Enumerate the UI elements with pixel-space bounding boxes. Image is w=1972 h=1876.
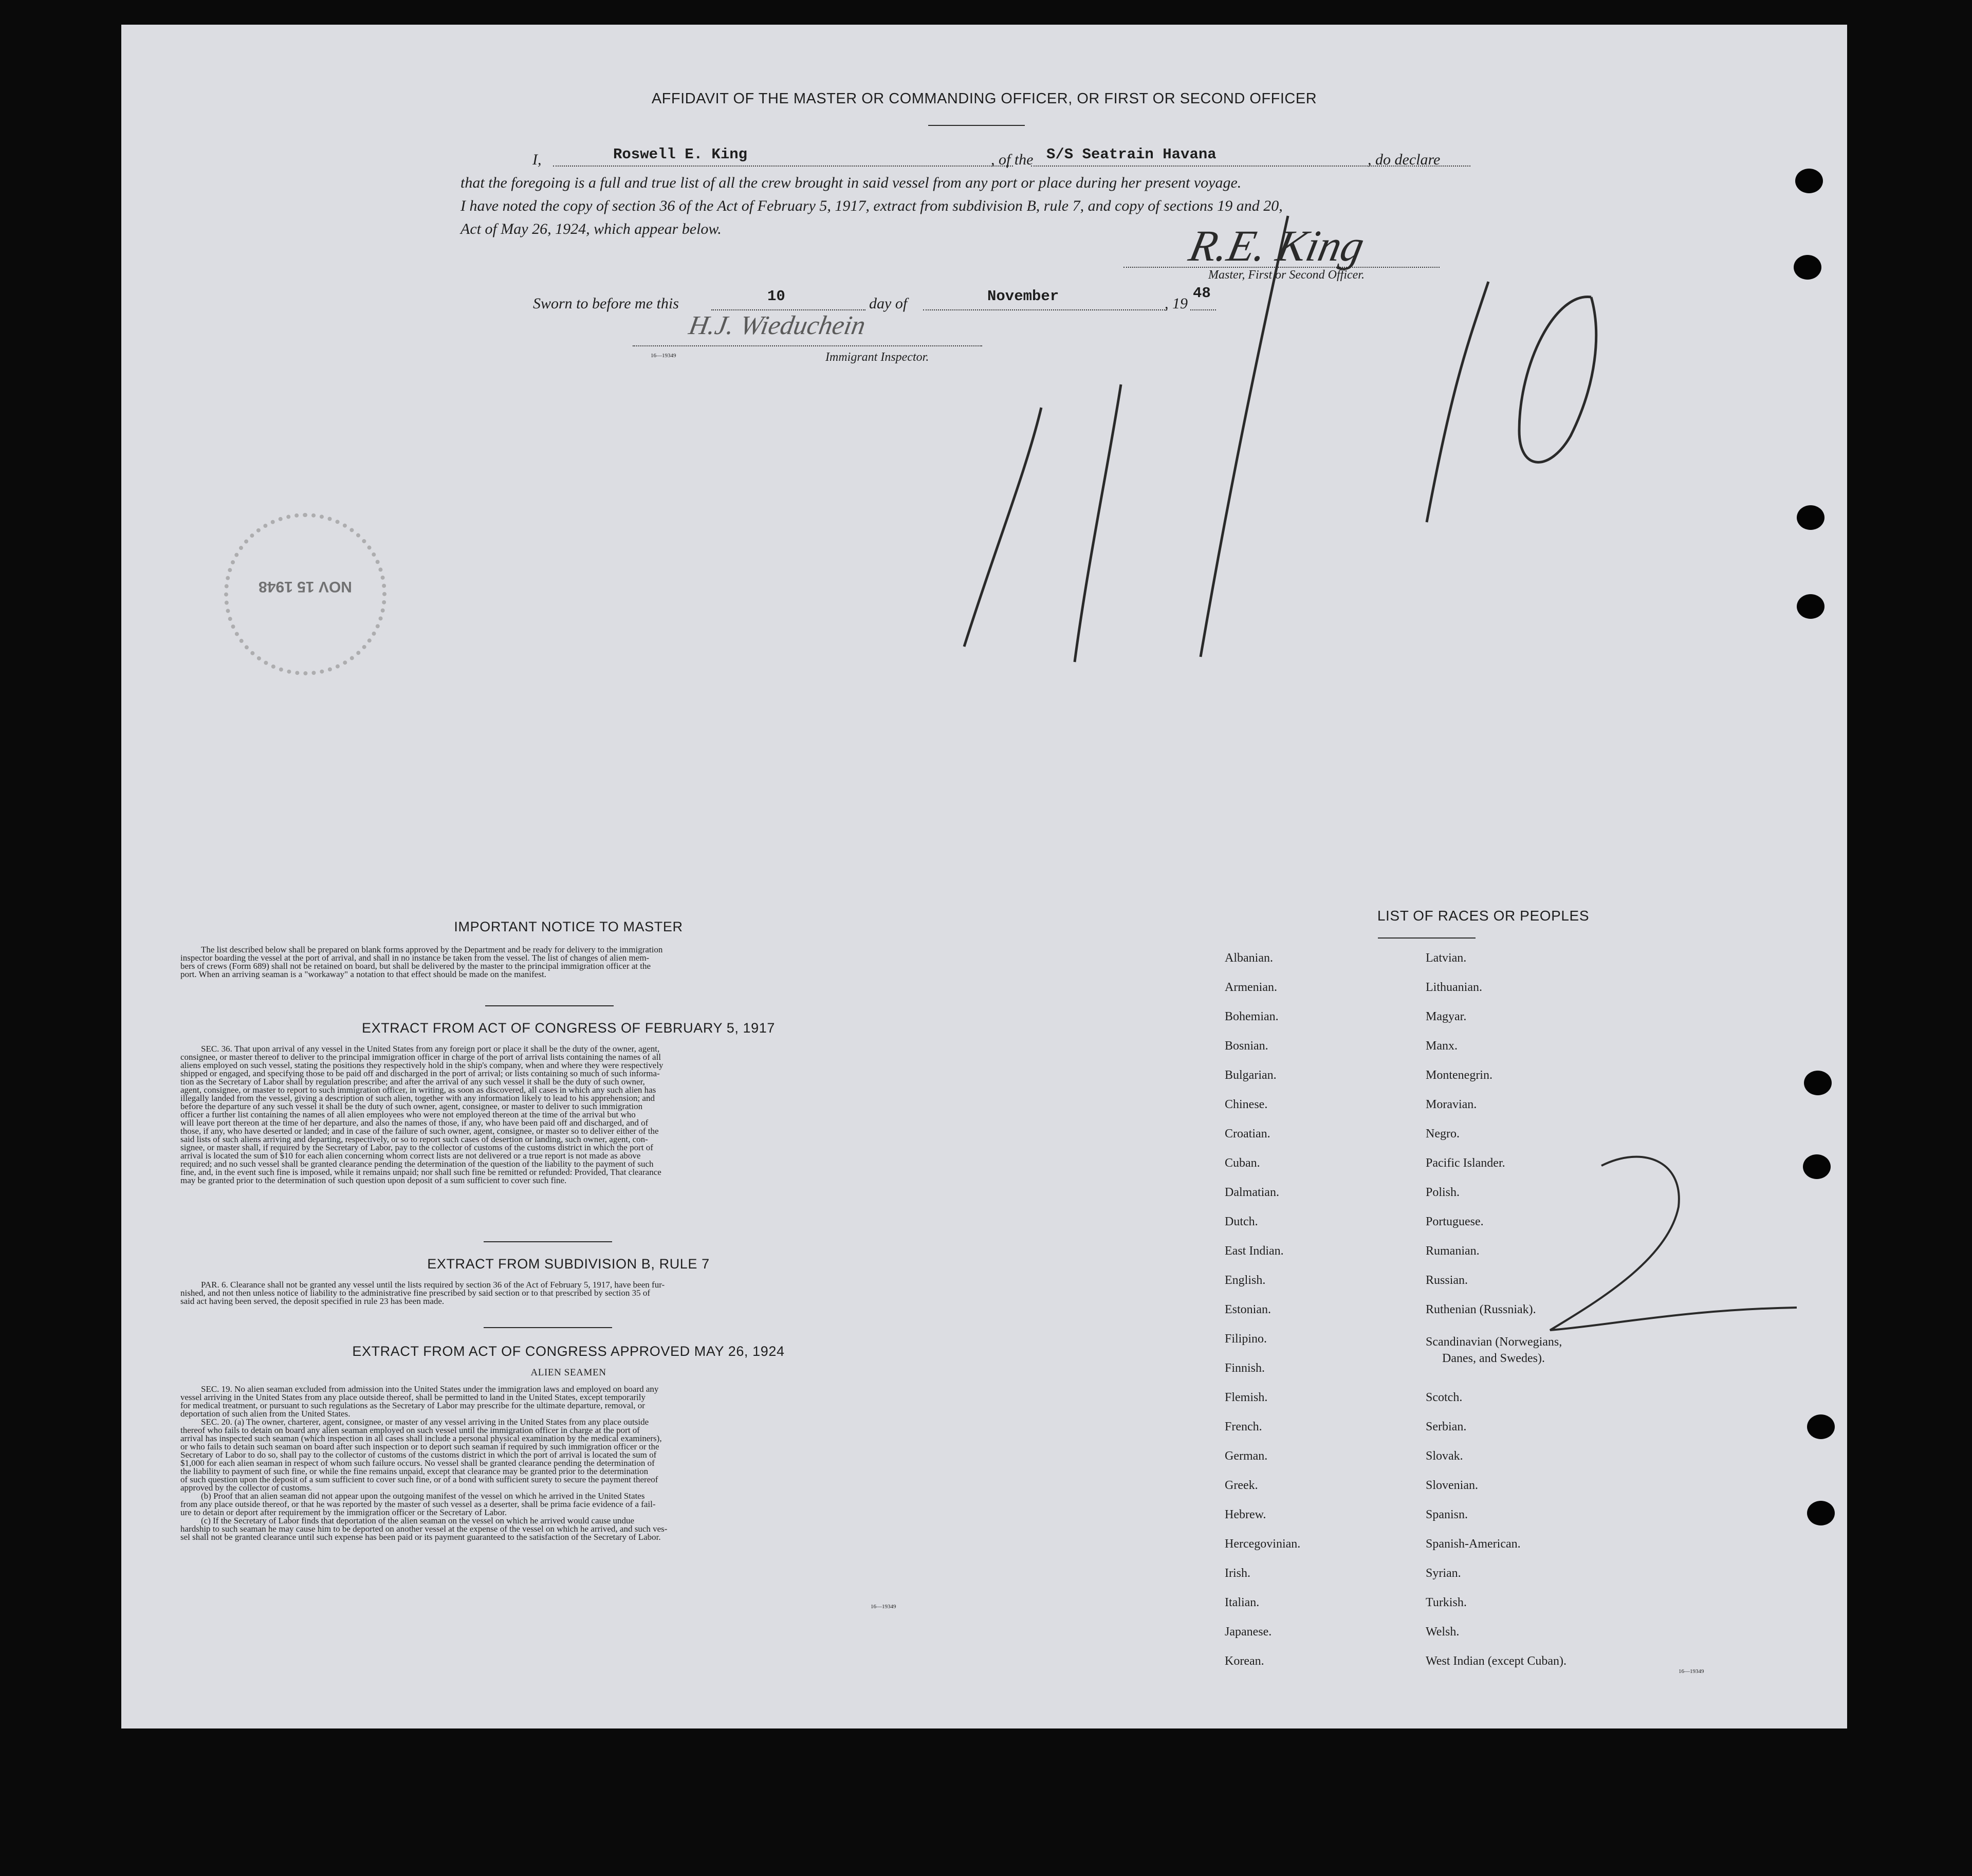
extract-1917-line: arrival is located the sum of $10 for each alien concerning whom correct lists are not delivered or a true report is not made as above — [180, 1151, 641, 1161]
extract-1917-line: SEC. 36. That upon arrival of any vessel in the United States from any foreign port or place it shall be the duty of the owner, agent, — [201, 1044, 660, 1054]
master-signature-caption: Master, First or Second Officer. — [1208, 268, 1365, 282]
extract-form-number: 16—19349 — [871, 1604, 896, 1610]
race-item: Italian. — [1225, 1596, 1260, 1609]
extract-1917-line: tion as the Secretary of Labor shall by regulation prescribe; and after the arrival of any such vessel it shall be the duty of such owner, — [180, 1077, 645, 1087]
extract-1924-line: $1,000 for each alien seaman in respect of whom such failure occurs. No vessel shall be granted clearance pending the determination of — [180, 1458, 655, 1468]
extract-1924-line: for medical treatment, or pursuant to such regulations as the Secretary of Labor may prescribe for the ultimate departure, removal, or — [180, 1401, 645, 1410]
notice-line: bers of crews (Form 689) shall not be retained on board, but shall be delivered by the master to the principal immigration officer at the — [180, 961, 651, 971]
race-item: Serbian. — [1426, 1420, 1467, 1433]
section-divider — [485, 1005, 614, 1006]
race-item: Spanisn. — [1426, 1508, 1468, 1521]
extract-rule7-line: nished, and not then unless notice of liability to the administrative fine prescribed by said section or to that prescribed by section 35 of — [180, 1288, 650, 1298]
inspector-caption: Immigrant Inspector. — [825, 351, 929, 364]
notice-body — [180, 946, 944, 979]
extract-1924-line: ure to detain or deport after requirement by the immigration officer or the Secretary of Labor. — [180, 1507, 507, 1517]
race-item: East Indian. — [1225, 1244, 1284, 1258]
race-item: Chinese. — [1225, 1098, 1268, 1111]
extract-1924-line: SEC. 19. No alien seaman excluded from admission into the United States under the immigration laws and employed on board any — [201, 1384, 659, 1394]
declaration-line: Act of May 26, 1924, which appear below. — [460, 220, 722, 237]
inspector-signature: H.J. Wieduchein — [686, 311, 868, 340]
race-item: Cuban. — [1225, 1156, 1260, 1170]
extract-1917-line: will leave port thereon at the time of her departure, and also the names of those, if any, who have been paid off and discharged, and of — [180, 1118, 649, 1128]
race-item: Filipino. — [1225, 1332, 1267, 1346]
document-page — [121, 25, 1847, 1728]
races-title: LIST OF RACES OR PEOPLES — [1377, 908, 1590, 924]
race-item: Magyar. — [1426, 1010, 1467, 1023]
extract-1917-line: agent, consignee, or master to report to such immigration officer, in writing, as soon as discovered, all cases in which any such alien has — [180, 1085, 656, 1095]
race-item: Dalmatian. — [1225, 1186, 1279, 1199]
race-item: Dutch. — [1225, 1215, 1258, 1228]
race-item: Welsh. — [1426, 1625, 1460, 1639]
race-item: Danes, and Swedes). — [1442, 1352, 1545, 1365]
extract-1924-line: (b) Proof that an alien seaman did not appear upon the outgoing manifest of the vessel on which he arrived in the United States — [201, 1491, 645, 1501]
race-item: Manx. — [1426, 1039, 1458, 1053]
race-item: Pacific Islander. — [1426, 1156, 1505, 1170]
extract-1924-line: Secretary of Labor to do so, shall pay to the collector of customs of the customs district in which the port of arrival is located the sum of — [180, 1450, 657, 1460]
extract-rule7-line: PAR. 6. Clearance shall not be granted any vessel until the lists required by section 36 of the Act of February 5, 1917, have been fur- — [201, 1280, 665, 1290]
race-item: Turkish. — [1426, 1596, 1467, 1609]
race-item: Spanish-American. — [1426, 1537, 1521, 1551]
race-item: Ruthenian (Russniak). — [1426, 1303, 1536, 1316]
race-item: French. — [1225, 1420, 1262, 1433]
day-of-label: day of — [869, 295, 908, 312]
extract-1924-line: hardship to such seaman he may cause him to be deported on another vessel at the expense of the vessel on which he arrived, and such ves- — [180, 1524, 668, 1534]
extract-1924-line: SEC. 20. (a) The owner, charterer, agent, consignee, or master of any vessel arriving in the United States from any place outside — [201, 1417, 649, 1427]
sworn-month: November — [987, 288, 1059, 305]
extract-1924-line: vessel arriving in the United States from any place outside thereof, shall be permitted to land in the United States, except temporarily — [180, 1392, 646, 1402]
extract-1917-line: shipped or engaged, and specifying those to be paid off and discharged in the port of arrival; or lists containing so much of such informa- — [180, 1069, 660, 1078]
extract-1924-title: EXTRACT FROM ACT OF CONGRESS APPROVED MAY 26, 1924 — [352, 1344, 785, 1359]
of-the-label: , of the — [991, 151, 1034, 168]
race-item: Portuguese. — [1426, 1215, 1484, 1228]
extract-1917-line: those, if any, who have deserted or landed; and in case of the failure of such owner, agent, consignee, or master so to deliver either of the — [180, 1126, 659, 1136]
race-item: Hebrew. — [1225, 1508, 1266, 1521]
notice-line: inspector boarding the vessel at the port of arrival, and shall in no instance be taken from the vessel. The list of changes of alien mem- — [180, 953, 650, 963]
race-item: Greek. — [1225, 1479, 1258, 1492]
extract-1917-title: EXTRACT FROM ACT OF CONGRESS OF FEBRUARY 5, 1917 — [362, 1020, 775, 1036]
notice-title: IMPORTANT NOTICE TO MASTER — [454, 919, 683, 934]
race-item: Scotch. — [1426, 1391, 1463, 1404]
race-item: Japanese. — [1225, 1625, 1272, 1639]
extract-1924-line: from any place outside thereof, or that he was reported by the master of such vessel as a deserter, shall be prima facie evidence of a fail- — [180, 1499, 656, 1509]
race-item: Croatian. — [1225, 1127, 1270, 1141]
race-item: Polish. — [1426, 1186, 1460, 1199]
extract-1917-line: officer a further list containing the names of all alien employees who were not employed thereon at the time of the arrival but who — [180, 1110, 636, 1119]
section-divider — [484, 1327, 612, 1328]
master-name: Roswell E. King — [613, 146, 748, 163]
extract-1924-line: approved by the collector of customs. — [180, 1483, 312, 1493]
race-item: Estonian. — [1225, 1303, 1271, 1316]
extract-1917-line: illegally landed from the vessel, giving a description of such alien, together with any information likely to lead to his apprehension; and — [180, 1093, 655, 1103]
race-item: Finnish. — [1225, 1362, 1265, 1375]
year-prefix: , 19 — [1165, 295, 1188, 312]
extract-1917-line: fine, and, in the event such fine is imposed, while it remains unpaid; nor shall such fine be remitted or refunded: Provided, That clearance — [180, 1167, 661, 1177]
extract-1924-line: thereof who fails to detain on board any alien seaman employed on such vessel until the immigration officer in charge at the port of — [180, 1425, 640, 1435]
affidavit-form-number: 16—19349 — [651, 353, 676, 359]
extract-1924-line: or who fails to detain such seaman on board after such inspection or to deport such seaman if required by such immigration officer or the — [180, 1442, 659, 1451]
extract-1924-line: (c) If the Secretary of Labor finds that deportation of the alien seaman on the vessel on which he arrived would cause undue — [201, 1516, 635, 1525]
extract-rule7-body — [180, 1281, 944, 1305]
extract-rule7-title: EXTRACT FROM SUBDIVISION B, RULE 7 — [427, 1256, 710, 1272]
master-signature: R.E. King — [1185, 221, 1369, 270]
race-item: Irish. — [1225, 1567, 1250, 1580]
extract-1924-body — [180, 1385, 944, 1541]
extract-1924-line: arrival has inspected such seaman (which inspection in all cases shall include a personal physical examination by the medical examiners), — [180, 1433, 662, 1443]
extract-1917-line: may be granted prior to the determination of such question upon deposit of a sum sufficient to cover such fine. — [180, 1175, 567, 1185]
extract-1917-body — [180, 1045, 944, 1185]
race-item: Flemish. — [1225, 1391, 1268, 1404]
race-item: Latvian. — [1426, 951, 1467, 965]
do-declare-label: , do declare — [1368, 151, 1441, 168]
extract-1917-line: consignee, or master thereof to deliver to the principal immigration officer in charge of the port of arrival lists containing the names of all — [180, 1052, 661, 1062]
notice-line: port. When an arriving seaman is a "workaway" a notation to that effect should be made on the manifest. — [180, 969, 546, 979]
date-stamp-text: NOV 15 1948 — [259, 578, 352, 595]
section-divider — [484, 1241, 612, 1242]
race-item: English. — [1225, 1274, 1266, 1287]
races-divider — [1378, 937, 1476, 939]
race-item: Syrian. — [1426, 1567, 1461, 1580]
sworn-day: 10 — [767, 288, 785, 305]
extract-rule7-line: said act having been served, the deposit specified in rule 23 has been made. — [180, 1296, 445, 1306]
extract-1917-line: aliens employed on such vessel, stating the positions they respectively hold in the ship's company, when and where they were respectively — [180, 1060, 664, 1070]
race-item: Armenian. — [1225, 981, 1277, 994]
race-item: Hercegovinian. — [1225, 1537, 1301, 1551]
sworn-prefix: Sworn to before me this — [533, 295, 679, 312]
race-item: Bulgarian. — [1225, 1069, 1277, 1082]
races-form-number: 16—19349 — [1679, 1668, 1704, 1675]
declaration-line: that the foregoing is a full and true list of all the crew brought in said vessel from any port or place during her present voyage. — [460, 174, 1242, 191]
extract-1924-subtitle: ALIEN SEAMEN — [530, 1367, 606, 1378]
extract-1924-line: sel shall not be granted clearance until such expense has been paid or its payment guaranteed to the satisfaction of the Secretary of Labor. — [180, 1532, 661, 1542]
extract-1917-line: required; and no such vessel shall be granted clearance pending the determination of the question of the liability to the payment of such — [180, 1159, 654, 1169]
race-item: Russian. — [1426, 1274, 1468, 1287]
race-item: Scandinavian (Norwegians, — [1426, 1335, 1562, 1349]
race-item: Montenegrin. — [1426, 1069, 1492, 1082]
affidavit-title: AFFIDAVIT OF THE MASTER OR COMMANDING OFFICER, OR FIRST OR SECOND OFFICER — [651, 90, 1317, 107]
vessel-name: S/S Seatrain Havana — [1046, 146, 1217, 163]
race-item: West Indian (except Cuban). — [1426, 1654, 1566, 1668]
race-item: Korean. — [1225, 1654, 1264, 1668]
race-item: Bohemian. — [1225, 1010, 1279, 1023]
extract-1924-line: the liability to payment of such fine, or while the fine remains unpaid, except that clearance may be granted prior to the determination — [180, 1466, 649, 1476]
declaration-line: I have noted the copy of section 36 of the Act of February 5, 1917, extract from subdivision B, rule 7, and copy of sections 19 and 20, — [460, 197, 1283, 214]
extract-1924-line: deportation of such alien from the United States. — [180, 1409, 351, 1419]
race-item: Negro. — [1426, 1127, 1460, 1141]
race-item: Bosnian. — [1225, 1039, 1268, 1053]
race-item: Moravian. — [1426, 1098, 1477, 1111]
race-item: Albanian. — [1225, 951, 1273, 965]
race-item: German. — [1225, 1449, 1268, 1463]
race-item: Slovenian. — [1426, 1479, 1478, 1492]
extract-1917-line: before the departure of any such vessel it shall be the duty of such owner, agent, consignee, or master to deliver to such immigration — [180, 1101, 643, 1111]
extract-1924-line: of such question upon the deposit of a sum sufficient to cover such fine, or of a bond with sufficient surety to secure the payment thereof — [180, 1475, 658, 1484]
race-item: Lithuanian. — [1426, 981, 1482, 994]
declaration-pre-name: I, — [532, 151, 542, 168]
race-item: Rumanian. — [1426, 1244, 1480, 1258]
extract-1917-line: said lists of such aliens arriving and departing, respectively, or so to report such cases of desertion or landing, such owner, agent, con- — [180, 1134, 648, 1144]
extract-1917-line: signee, or master shall, if required by the Secretary of Labor, pay to the collector of customs of the customs district in which the port of — [180, 1143, 653, 1152]
race-item: Slovak. — [1426, 1449, 1463, 1463]
notice-line: The list described below shall be prepared on blank forms approved by the Department and be ready for delivery to the immigration — [201, 945, 663, 954]
sworn-year: 48 — [1193, 285, 1211, 302]
